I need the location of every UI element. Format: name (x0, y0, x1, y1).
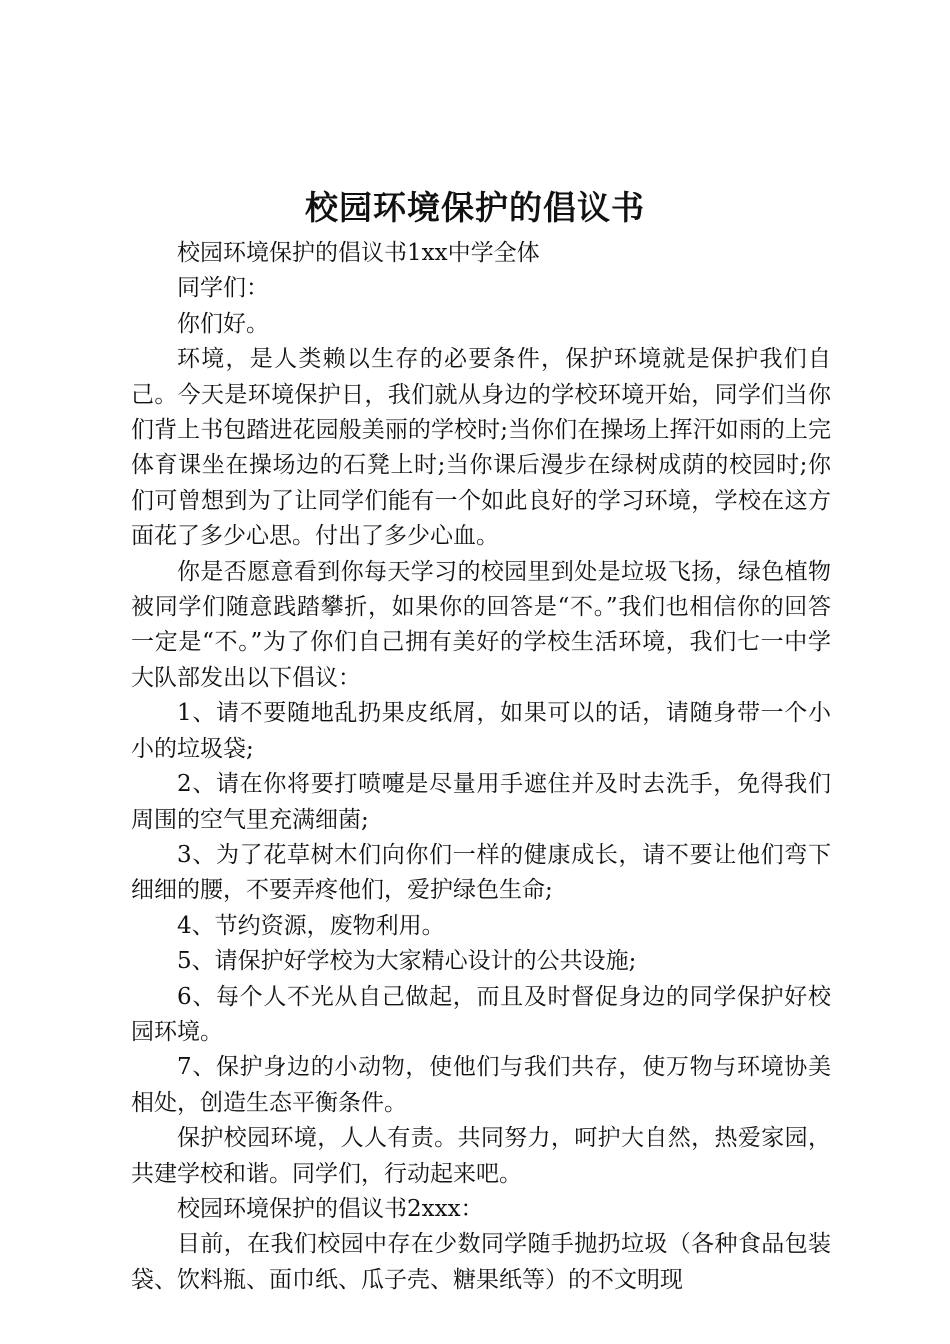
paragraph: 你是否愿意看到你每天学习的校园里到处是垃圾飞扬，绿色植物被同学们随意践踏攀折，如果你的回答是“不。”我们也相信你的回答一定是“不。”为了你们自己拥有美好的学校生活环境，我们七一中学大队部发出以下倡议： (131, 558, 831, 691)
paragraph: 校园环境保护的倡议书1xx中学全体 (177, 240, 540, 266)
paragraph: 保护校园环境，人人有责。共同努力，呵护大自然，热爱家园，共建学校和谐。同学们，行动起来吧。 (131, 1125, 831, 1187)
paragraph: 校园环境保护的倡议书2xxx： (177, 1195, 484, 1222)
document-title: 校园环境保护的倡议书 (305, 188, 645, 227)
paragraph: 你们好。 (177, 310, 269, 337)
document-body (131, 236, 831, 1298)
paragraph: 环境，是人类赖以生存的必要条件，保护环境就是保护我们自己。今天是环境保护日，我们就从身边的学校环境开始，同学们当你们背上书包踏进花园般美丽的学校时;当你们在操场上挥汗如雨的上完体育课坐在操场边的石凳上时;当你课后漫步在绿树成荫的校园时;你们可曾想到为了让同学们能有一个如此良好的学习环境，学校在这方面花了多少心思。付出了多少心血。 (131, 346, 831, 550)
paragraph: 6、每个人不光从自己做起，而且及时督促身边的同学保护好校园环境。 (131, 983, 831, 1045)
paragraph: 3、为了花草树木们向你们一样的健康成长，请不要让他们弯下细细的腰，不要弄疼他们，爱护绿色生命; (131, 841, 831, 904)
paragraph: 1、请不要随地乱扔果皮纸屑，如果可以的话，请随身带一个小小的垃圾袋; (131, 700, 831, 762)
paragraph: 4、节约资源，废物利用。 (177, 912, 445, 939)
paragraph: 5、请保护好学校为大家精心设计的公共设施; (177, 948, 637, 975)
paragraph: 目前，在我们校园中存在少数同学随手抛扔垃圾（各种食品包装袋、饮料瓶、面巾纸、瓜子壳、糖果纸等）的不文明现 (131, 1231, 831, 1293)
paragraph: 2、请在你将要打喷嚏是尽量用手遮住并及时去洗手，免得我们周围的空气里充满细菌; (131, 771, 831, 833)
paragraph: 7、保护身边的小动物，使他们与我们共存，使万物与环境协美相处，创造生态平衡条件。 (131, 1054, 831, 1116)
paragraph: 同学们： (177, 275, 269, 302)
